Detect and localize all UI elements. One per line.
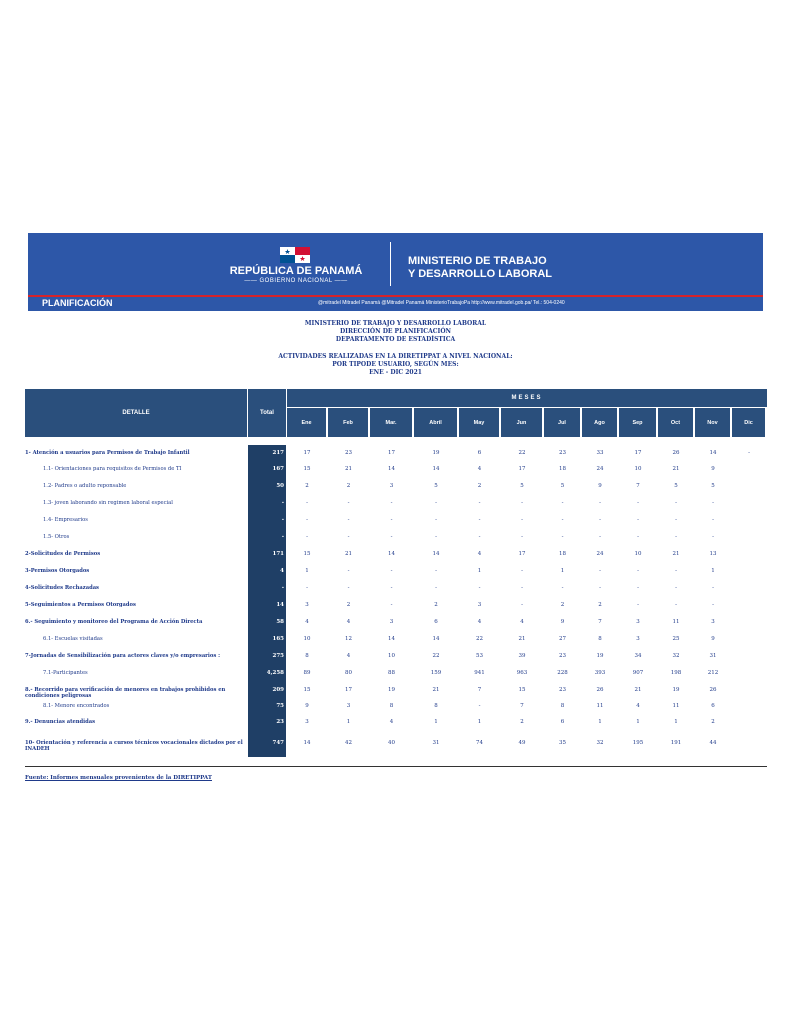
month-cell: 1 xyxy=(346,719,351,725)
month-cell: - xyxy=(306,500,308,506)
month-cell: - xyxy=(390,534,393,540)
row-total: 14 xyxy=(276,602,284,608)
total-column-background xyxy=(248,445,286,757)
month-cell: - xyxy=(306,585,308,591)
month-cell: 3 xyxy=(389,619,394,625)
month-cell: - xyxy=(435,517,437,523)
row-label: 6.- Seguimiento y monitoreo del Programa de Acción Directa xyxy=(25,619,203,625)
row-label: 8.- Recorrido para verificación de menores en trabajos prohibidos en condiciones peligrosas xyxy=(25,687,226,700)
month-cell: 21 xyxy=(672,466,680,472)
month-cell: 9 xyxy=(598,483,602,489)
month-cell: 26 xyxy=(596,687,604,693)
month-cell: 1 xyxy=(598,719,602,725)
month-cell: 191 xyxy=(670,740,682,746)
month-cell: - xyxy=(521,602,523,608)
month-cell: - xyxy=(347,517,350,523)
row-label: 8.1- Menore encontrados xyxy=(43,703,110,709)
month-cell: 21 xyxy=(672,551,680,557)
month-cell: 32 xyxy=(672,653,680,659)
month-cell: - xyxy=(712,500,714,506)
month-cell: 5 xyxy=(560,483,565,489)
month-cell: 88 xyxy=(388,670,395,676)
month-cell: 4 xyxy=(477,619,482,625)
month-cell: 18 xyxy=(559,466,566,472)
month-cell: 33 xyxy=(596,450,604,456)
month-cell: 22 xyxy=(518,450,526,456)
month-cell: 89 xyxy=(303,670,311,676)
month-cell: 24 xyxy=(596,466,604,472)
month-cell: - xyxy=(390,602,393,608)
month-cell: 3 xyxy=(636,619,640,625)
month-cell: 11 xyxy=(672,703,680,709)
government-subtitle: —— GOBIERNO NACIONAL —— xyxy=(244,278,348,284)
month-cell: 26 xyxy=(672,450,680,456)
month-cell: 5 xyxy=(674,483,678,489)
month-cell: - xyxy=(561,585,564,591)
row-label: 6.1- Escuelas visitadas xyxy=(43,636,103,642)
month-cell: 4 xyxy=(477,551,482,557)
month-cell: - xyxy=(675,585,677,591)
month-cell: 24 xyxy=(596,551,604,557)
month-cell: 18 xyxy=(559,551,566,557)
month-cell: 3 xyxy=(305,719,309,725)
row-total: - xyxy=(281,500,284,506)
month-cell: 2 xyxy=(598,602,602,608)
month-cell: 23 xyxy=(559,687,566,693)
month-cell: 6 xyxy=(477,450,482,456)
month-cell: 3 xyxy=(477,602,482,608)
row-label: 5-Seguimientos a Permisos Otorgados xyxy=(25,602,136,608)
month-cell: 4 xyxy=(477,466,482,472)
month-cell: 15 xyxy=(518,687,526,693)
column-header-meses: MESES xyxy=(287,389,767,407)
month-cell: - xyxy=(637,568,639,574)
month-cell: - xyxy=(748,450,750,456)
month-cell: 5 xyxy=(520,483,524,489)
month-cell: 15 xyxy=(303,551,311,557)
month-cell: 42 xyxy=(345,740,352,746)
header-banner xyxy=(28,233,763,295)
month-cell: - xyxy=(599,585,601,591)
row-total: 171 xyxy=(272,551,284,557)
month-cell: - xyxy=(521,568,523,574)
month-cell: 1 xyxy=(560,568,565,574)
month-cell: 9 xyxy=(305,703,309,709)
month-cell: 39 xyxy=(518,653,526,659)
month-cell: 8 xyxy=(389,703,394,709)
month-cell: 159 xyxy=(430,670,442,676)
month-cell: 19 xyxy=(432,450,440,456)
month-cell: 3 xyxy=(346,703,351,709)
month-cell: - xyxy=(675,534,677,540)
row-label: 1.5- Otros xyxy=(43,534,70,540)
month-cell: 17 xyxy=(518,466,526,472)
month-cell: 3 xyxy=(711,619,715,625)
month-cell: 2 xyxy=(520,719,524,725)
month-cell: 15 xyxy=(303,687,311,693)
month-cell: 6 xyxy=(560,719,565,725)
month-cell: - xyxy=(599,517,601,523)
month-cell: 212 xyxy=(707,670,719,676)
month-cell: 11 xyxy=(672,619,680,625)
month-cell: - xyxy=(435,585,437,591)
row-label: 1.2- Padres o adulto reponsable xyxy=(43,483,127,489)
month-cell: - xyxy=(712,602,714,608)
row-label: 1.1- Orientaciones para requisitos de Permisos de TI xyxy=(43,466,182,472)
row-total: 217 xyxy=(272,450,284,456)
month-cell: - xyxy=(521,500,523,506)
month-cell: 1 xyxy=(636,719,640,725)
month-cell: 5 xyxy=(434,483,438,489)
month-cell: 21 xyxy=(345,551,352,557)
row-label: 7.1-Participantes xyxy=(43,670,88,676)
month-cell: - xyxy=(637,534,639,540)
column-header-total: Total xyxy=(248,389,286,437)
month-cell: 3 xyxy=(389,483,394,489)
heading-activities: ACTIVIDADES REALIZADAS EN LA DIRETIPPAT A NIVEL NACIONAL: xyxy=(278,353,513,360)
month-cell: - xyxy=(390,585,393,591)
month-cell: - xyxy=(347,500,350,506)
month-header: Ago xyxy=(582,408,617,437)
month-cell: 14 xyxy=(432,466,440,472)
month-header: Mar. xyxy=(370,408,412,437)
month-cell: 14 xyxy=(388,636,395,642)
month-cell: - xyxy=(521,534,523,540)
month-cell: - xyxy=(599,534,601,540)
month-cell: 2 xyxy=(560,602,565,608)
month-header: Oct xyxy=(658,408,693,437)
section-label: PLANIFICACIÓN xyxy=(42,298,113,308)
month-cell: 13 xyxy=(709,551,717,557)
month-cell: 19 xyxy=(596,653,604,659)
month-cell: 8 xyxy=(560,703,565,709)
month-cell: 17 xyxy=(518,551,526,557)
month-cell: 21 xyxy=(345,466,352,472)
month-header: Jul xyxy=(544,408,580,437)
month-header: Sep xyxy=(619,408,656,437)
month-cell: 21 xyxy=(634,687,642,693)
heading-direction: DIRECCIÓN DE PLANIFICACIÓN xyxy=(339,328,452,335)
row-total: 747 xyxy=(272,740,284,746)
row-total: - xyxy=(281,517,284,523)
month-cell: 941 xyxy=(474,670,485,676)
month-cell: 23 xyxy=(345,450,352,456)
month-cell: 2 xyxy=(711,719,715,725)
ministry-title-line1: MINISTERIO DE TRABAJO xyxy=(408,255,547,267)
month-cell: 17 xyxy=(303,450,311,456)
month-header: Dic xyxy=(732,408,765,437)
month-cell: - xyxy=(637,602,639,608)
month-cell: 49 xyxy=(518,740,526,746)
month-cell: - xyxy=(390,517,393,523)
month-cell: 2 xyxy=(346,602,351,608)
month-cell: - xyxy=(599,568,601,574)
month-cell: - xyxy=(712,534,714,540)
month-cell: 3 xyxy=(305,602,309,608)
month-cell: - xyxy=(637,500,639,506)
row-total: 4,258 xyxy=(266,670,284,676)
month-cell: 8 xyxy=(305,653,309,659)
section-bar xyxy=(28,297,763,311)
month-cell: 17 xyxy=(634,450,642,456)
month-cell: 907 xyxy=(632,670,644,676)
month-cell: 7 xyxy=(520,703,524,709)
month-cell: 19 xyxy=(672,687,680,693)
month-cell: 17 xyxy=(345,687,352,693)
month-cell: 31 xyxy=(432,740,440,746)
month-cell: 7 xyxy=(636,483,640,489)
month-cell: - xyxy=(561,500,564,506)
month-cell: 4 xyxy=(305,619,309,625)
month-cell: 1 xyxy=(674,719,678,725)
month-cell: 15 xyxy=(303,466,311,472)
heading-department: DEPARTAMENTO DE ESTADÍSTICA xyxy=(335,336,456,343)
month-cell: 2 xyxy=(434,602,438,608)
month-cell: 2 xyxy=(305,483,309,489)
month-cell: 9 xyxy=(711,466,715,472)
row-label: 9.- Denuncias atendidas xyxy=(25,719,96,725)
heading-by-user: POR TIPODE USUARIO, SEGÚN MES: xyxy=(332,361,459,368)
month-cell: 11 xyxy=(596,703,604,709)
row-total: 58 xyxy=(276,619,284,625)
row-total: 23 xyxy=(276,719,284,725)
row-label: 2-Solicitudes de Permisos xyxy=(25,551,101,557)
month-cell: 1 xyxy=(711,568,715,574)
month-cell: 17 xyxy=(388,450,395,456)
column-header-detalle: DETALLE xyxy=(25,389,247,437)
month-cell: - xyxy=(712,585,714,591)
month-cell: 1 xyxy=(477,719,482,725)
month-cell: 2 xyxy=(346,483,351,489)
month-cell: 9 xyxy=(711,636,715,642)
month-cell: 195 xyxy=(632,740,644,746)
row-label: 10- Orientación y referencia a cursos técnicos vocacionales dictados por el INADEH xyxy=(25,740,243,753)
heading-period: ENE - DIC 2021 xyxy=(369,369,422,376)
month-cell: 40 xyxy=(388,740,395,746)
month-cell: - xyxy=(347,585,350,591)
month-cell: - xyxy=(712,517,714,523)
month-cell: 10 xyxy=(634,551,642,557)
month-cell: 23 xyxy=(559,450,566,456)
month-cell: 27 xyxy=(559,636,566,642)
month-cell: - xyxy=(561,534,564,540)
month-cell: 5 xyxy=(711,483,715,489)
month-cell: - xyxy=(478,517,481,523)
social-links: @mitradel Mitradel Panamá @Mitradel Panamá MinisterioTrabajoPa http://www.mitradel.gob.pa/ Tel.: 504-0240 xyxy=(318,300,565,306)
month-cell: 23 xyxy=(559,653,566,659)
month-cell: 21 xyxy=(432,687,440,693)
row-label: 4-Solicitudes Rechazadas xyxy=(25,585,99,591)
month-cell: 228 xyxy=(557,670,568,676)
month-cell: 74 xyxy=(476,740,483,746)
month-cell: 31 xyxy=(709,653,717,659)
month-header: Nov xyxy=(695,408,730,437)
month-cell: 32 xyxy=(596,740,604,746)
month-cell: 1 xyxy=(305,568,309,574)
month-cell: - xyxy=(478,585,481,591)
month-cell: 4 xyxy=(346,653,351,659)
month-cell: 44 xyxy=(709,740,717,746)
table-bottom-rule xyxy=(25,766,767,767)
month-cell: 3 xyxy=(636,636,640,642)
month-cell: - xyxy=(675,517,677,523)
month-cell: 8 xyxy=(598,636,602,642)
month-cell: - xyxy=(637,517,639,523)
month-cell: 2 xyxy=(477,483,482,489)
month-cell: 963 xyxy=(516,670,528,676)
row-total: 50 xyxy=(276,483,284,489)
month-cell: 7 xyxy=(598,619,602,625)
month-cell: 14 xyxy=(432,551,440,557)
banner-divider xyxy=(390,242,391,286)
month-cell: - xyxy=(521,585,523,591)
month-header: Feb xyxy=(328,408,368,437)
month-cell: 10 xyxy=(388,653,395,659)
month-cell: - xyxy=(435,534,437,540)
month-cell: 34 xyxy=(634,653,642,659)
month-cell: - xyxy=(478,534,481,540)
row-total: 167 xyxy=(272,466,284,472)
month-cell: 10 xyxy=(634,466,642,472)
month-cell: - xyxy=(599,500,601,506)
month-cell: 35 xyxy=(559,740,566,746)
row-label: 1.4- Empresarios xyxy=(43,517,88,523)
month-cell: 4 xyxy=(346,619,351,625)
month-cell: 9 xyxy=(560,619,565,625)
month-cell: 4 xyxy=(520,619,524,625)
row-label: 1.3- joven laborando sin regimen laboral especial xyxy=(43,500,173,506)
row-total: 75 xyxy=(276,703,284,709)
row-label: 1- Atención a usuarios para Permisos de Trabajo Infantil xyxy=(25,450,190,456)
month-cell: 6 xyxy=(434,619,438,625)
month-cell: 12 xyxy=(345,636,352,642)
month-cell: 7 xyxy=(477,687,482,693)
month-cell: 1 xyxy=(477,568,482,574)
month-cell: 19 xyxy=(388,687,395,693)
month-cell: 4 xyxy=(636,703,640,709)
month-cell: 53 xyxy=(476,653,483,659)
month-header: Ene xyxy=(287,408,326,437)
month-cell: - xyxy=(347,534,350,540)
ministry-title-line2: Y DESARROLLO LABORAL xyxy=(408,268,553,280)
month-cell: 4 xyxy=(389,719,394,725)
month-cell: 1 xyxy=(434,719,438,725)
month-cell: - xyxy=(390,500,393,506)
row-total: 165 xyxy=(272,636,284,642)
month-cell: 6 xyxy=(711,703,715,709)
month-header: Abril xyxy=(414,408,457,437)
month-cell: 22 xyxy=(432,653,440,659)
month-header: Jun xyxy=(501,408,542,437)
month-cell: - xyxy=(561,517,564,523)
row-total: - xyxy=(281,534,284,540)
month-cell: 198 xyxy=(670,670,682,676)
month-cell: 14 xyxy=(388,551,395,557)
month-cell: - xyxy=(478,703,481,709)
panama-flag-icon xyxy=(280,247,310,263)
month-cell: 14 xyxy=(388,466,395,472)
month-cell: - xyxy=(637,585,639,591)
row-total: 275 xyxy=(272,653,284,659)
month-cell: - xyxy=(478,500,481,506)
month-cell: 393 xyxy=(594,670,606,676)
month-cell: 10 xyxy=(303,636,311,642)
month-cell: - xyxy=(306,517,308,523)
source-note: Fuente: Informes mensuales provenientes de la DIRETIPPAT xyxy=(25,775,212,781)
month-cell: 80 xyxy=(345,670,352,676)
row-label: 3-Permisos Otorgados xyxy=(25,568,90,574)
row-total: 4 xyxy=(280,568,284,574)
month-cell: - xyxy=(306,534,308,540)
row-total: 209 xyxy=(272,687,284,693)
republic-title: REPÚBLICA DE PANAMÁ xyxy=(229,265,363,277)
heading-ministry: MINISTERIO DE TRABAJO Y DESARROLLO LABORAL xyxy=(304,320,487,327)
month-cell: - xyxy=(675,500,677,506)
row-label: 7-Jornadas de Sensibilización para actores claves y/o empresarios : xyxy=(25,653,220,659)
month-cell: 26 xyxy=(709,687,717,693)
month-cell: 25 xyxy=(672,636,680,642)
month-header: May xyxy=(459,408,499,437)
month-cell: 22 xyxy=(476,636,483,642)
month-cell: 21 xyxy=(518,636,526,642)
month-cell: - xyxy=(435,500,437,506)
month-cell: - xyxy=(390,568,393,574)
month-cell: 14 xyxy=(709,450,717,456)
month-cell: - xyxy=(347,568,350,574)
month-cell: - xyxy=(675,602,677,608)
month-cell: 8 xyxy=(434,703,438,709)
row-total: - xyxy=(281,585,284,591)
month-cell: - xyxy=(435,568,437,574)
month-cell: 14 xyxy=(432,636,440,642)
month-cell: - xyxy=(675,568,677,574)
month-cell: - xyxy=(521,517,523,523)
month-cell: 14 xyxy=(303,740,311,746)
